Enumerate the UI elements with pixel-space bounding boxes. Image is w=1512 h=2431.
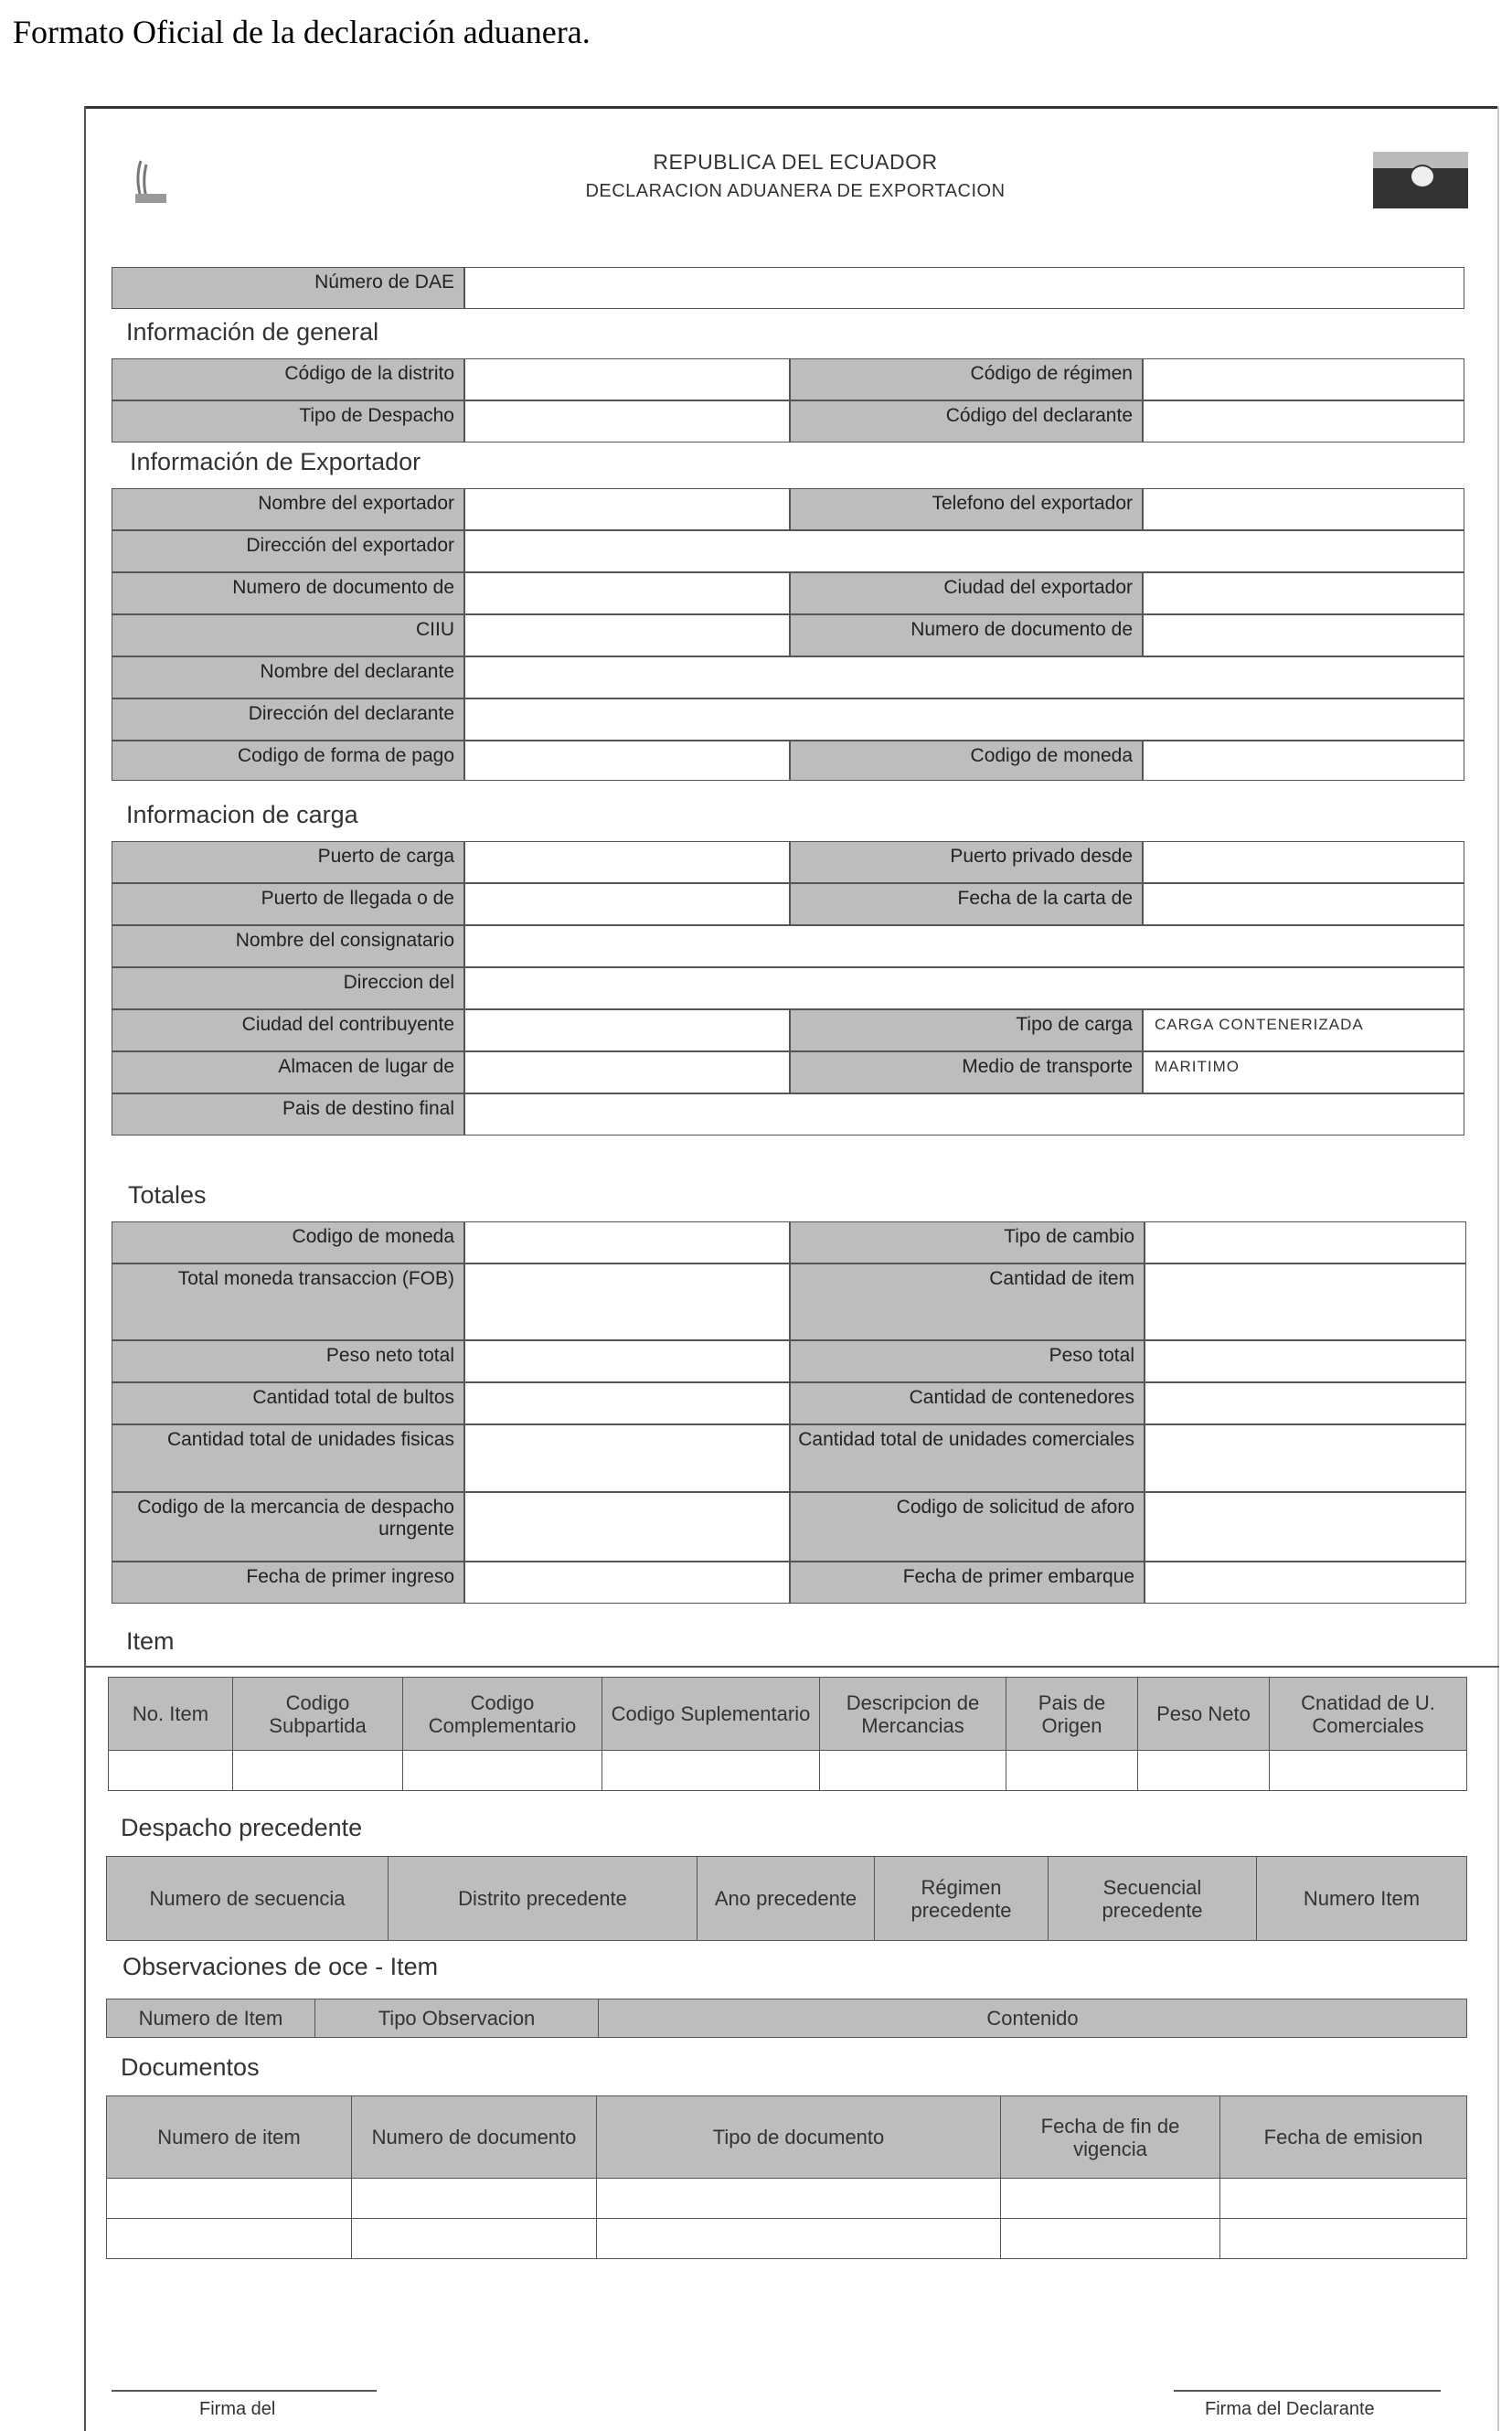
despacho-col-secuencial: Secuencial precedente (1049, 1857, 1257, 1941)
carga-field-label: Puerto de carga (112, 841, 464, 883)
document-caption: Formato Oficial de la declaración aduanera. (13, 14, 591, 50)
signature-label-left: Firma del (199, 2399, 276, 2419)
obs-col-item: Numero de Item (107, 1999, 315, 2038)
totales-row (112, 1424, 1466, 1492)
dae-label: Número de DAE (112, 267, 464, 309)
exportador-field-value[interactable] (464, 656, 1464, 698)
section-documentos-title: Documentos (121, 2053, 260, 2081)
general-field-label: Código de régimen (790, 358, 1143, 400)
doc-col-vigencia: Fecha de fin de vigencia (1001, 2096, 1220, 2179)
general-field-value[interactable] (1143, 400, 1464, 442)
doc-cell[interactable] (597, 2179, 1001, 2219)
doc-cell[interactable] (1001, 2179, 1220, 2219)
carga-row (112, 1051, 1464, 1093)
signature-label-right: Firma del Declarante (1205, 2399, 1375, 2419)
totales-field-value[interactable] (1145, 1340, 1466, 1382)
general-field-value[interactable] (464, 358, 790, 400)
totales-field-value[interactable] (464, 1221, 790, 1263)
observaciones-table (106, 1999, 1467, 2038)
item-col-peso: Peso Neto (1138, 1678, 1270, 1751)
despacho-col-distrito: Distrito precedente (389, 1857, 697, 1941)
item-divider (84, 1666, 1499, 1668)
item-cell[interactable] (109, 1751, 233, 1791)
exportador-field-value[interactable] (464, 741, 790, 781)
exportador-field-label: Codigo de forma de pago (112, 741, 464, 781)
carga-field-label: Fecha de la carta de (790, 883, 1143, 925)
exportador-field-label: CIIU (112, 614, 464, 656)
exportador-field-value[interactable] (1143, 741, 1464, 781)
exportador-field-value[interactable] (464, 698, 1464, 741)
doc-cell[interactable] (1220, 2219, 1467, 2259)
despacho-col-secuencia: Numero de secuencia (107, 1857, 389, 1941)
doc-col-numero: Numero de documento (352, 2096, 597, 2179)
despacho-col-regimen: Régimen precedente (875, 1857, 1049, 1941)
carga-row (112, 1093, 1464, 1136)
doc-col-tipo: Tipo de documento (597, 2096, 1001, 2179)
totales-field-label: Total moneda transaccion (FOB) (112, 1263, 464, 1340)
header-subtitle: DECLARACION ADUANERA DE EXPORTACION (585, 181, 1006, 201)
carga-field-label: Almacen de lugar de (112, 1051, 464, 1093)
totales-field-label: Cantidad total de unidades comerciales (790, 1424, 1145, 1492)
totales-field-value[interactable] (464, 1492, 790, 1562)
exportador-row (112, 530, 1464, 572)
item-cell[interactable] (1270, 1751, 1467, 1791)
totales-field-value[interactable] (464, 1382, 790, 1424)
carga-field-value[interactable] (1143, 841, 1464, 883)
item-table (108, 1677, 1467, 1791)
totales-field-label: Peso total (790, 1340, 1145, 1382)
carga-row (112, 925, 1464, 967)
form-left-border (84, 106, 86, 2431)
totales-field-value[interactable] (1145, 1382, 1466, 1424)
carga-field-label: Ciudad del contribuyente (112, 1009, 464, 1051)
section-despacho-title: Despacho precedente (121, 1814, 363, 1841)
carga-field-value[interactable]: MARITIMO (1143, 1051, 1464, 1093)
form-right-border (1497, 106, 1499, 2431)
flag-icon (1373, 152, 1468, 208)
item-col-descripcion: Descripcion de Mercancias (820, 1678, 1006, 1751)
exportador-field-label: Telefono del exportador (790, 488, 1143, 530)
doc-col-item: Numero de item (107, 2096, 352, 2179)
exportador-field-value[interactable] (1143, 488, 1464, 530)
totales-field-value[interactable] (1145, 1562, 1466, 1604)
totales-row (112, 1263, 1466, 1340)
carga-field-label: Tipo de carga (790, 1009, 1143, 1051)
carga-field-value[interactable] (464, 967, 1464, 1009)
general-row (112, 400, 1464, 442)
doc-col-emision: Fecha de emision (1220, 2096, 1467, 2179)
section-observaciones-title: Observaciones de oce - Item (122, 1953, 439, 1980)
exportador-field-label: Dirección del exportador (112, 530, 464, 572)
carga-field-value[interactable] (464, 1051, 790, 1093)
totales-row (112, 1562, 1466, 1604)
exportador-row (112, 698, 1464, 741)
general-field-label: Código del declarante (790, 400, 1143, 442)
exportador-field-label: Ciudad del exportador (790, 572, 1143, 614)
exportador-field-label: Nombre del declarante (112, 656, 464, 698)
exportador-row (112, 741, 1464, 781)
doc-cell[interactable] (107, 2179, 352, 2219)
carga-field-value[interactable] (464, 883, 790, 925)
totales-field-label: Codigo de solicitud de aforo (790, 1492, 1145, 1562)
item-cell[interactable] (403, 1751, 602, 1791)
exportador-field-value[interactable] (464, 488, 790, 530)
item-col-pais: Pais de Origen (1006, 1678, 1138, 1751)
carga-field-label: Medio de transporte (790, 1051, 1143, 1093)
totales-field-label: Codigo de moneda (112, 1221, 464, 1263)
section-item-title: Item (126, 1627, 175, 1655)
totales-row (112, 1492, 1466, 1562)
carga-field-value[interactable]: CARGA CONTENERIZADA (1143, 1009, 1464, 1051)
obs-col-tipo: Tipo Observacion (315, 1999, 599, 2038)
carga-row (112, 967, 1464, 1009)
totales-field-value[interactable] (464, 1340, 790, 1382)
carga-row (112, 841, 1464, 883)
documentos-table (106, 2095, 1467, 2259)
totales-field-value[interactable] (1145, 1492, 1466, 1562)
form-top-border (84, 106, 1499, 109)
totales-field-label: Cantidad de contenedores (790, 1382, 1145, 1424)
item-col-complementario: Codigo Complementario (403, 1678, 602, 1751)
exportador-row (112, 656, 1464, 698)
exportador-field-value[interactable] (464, 530, 1464, 572)
carga-field-label: Direccion del (112, 967, 464, 1009)
general-field-label: Código de la distrito (112, 358, 464, 400)
doc-cell[interactable] (352, 2219, 597, 2259)
carga-field-value[interactable] (464, 1093, 1464, 1136)
exportador-field-value[interactable] (464, 614, 790, 656)
item-cell[interactable] (1138, 1751, 1270, 1791)
totales-row (112, 1221, 1466, 1263)
item-cell[interactable] (233, 1751, 403, 1791)
carga-field-label: Puerto privado desde (790, 841, 1143, 883)
totales-field-value[interactable] (464, 1263, 790, 1340)
exportador-field-label: Codigo de moneda (790, 741, 1143, 781)
exportador-field-value[interactable] (464, 572, 790, 614)
carga-row (112, 1009, 1464, 1051)
header-title: REPUBLICA DEL ECUADOR (653, 150, 938, 174)
signature-line-left (112, 2390, 377, 2392)
carga-field-label: Pais de destino final (112, 1093, 464, 1136)
carga-field-label: Puerto de llegada o de (112, 883, 464, 925)
exportador-field-value[interactable] (1143, 614, 1464, 656)
carga-field-label: Nombre del consignatario (112, 925, 464, 967)
general-field-value[interactable] (1143, 358, 1464, 400)
totales-field-label: Cantidad de item (790, 1263, 1145, 1340)
general-field-value[interactable] (464, 400, 790, 442)
dae-field[interactable] (464, 267, 1464, 309)
logo-icon (130, 157, 172, 207)
signature-line-right (1174, 2390, 1441, 2392)
exportador-field-label: Nombre del exportador (112, 488, 464, 530)
carga-field-value[interactable] (464, 1009, 790, 1051)
exportador-row (112, 614, 1464, 656)
section-carga-title: Informacion de carga (126, 801, 358, 828)
exportador-row (112, 572, 1464, 614)
despacho-col-ano: Ano precedente (697, 1857, 875, 1941)
obs-col-contenido: Contenido (599, 1999, 1467, 2038)
despacho-col-item: Numero Item (1257, 1857, 1467, 1941)
totales-row (112, 1340, 1466, 1382)
totales-row (112, 1382, 1466, 1424)
dae-row (112, 267, 1464, 309)
section-exportador-title: Información de Exportador (130, 448, 421, 475)
general-field-label: Tipo de Despacho (112, 400, 464, 442)
totales-field-value[interactable] (464, 1424, 790, 1492)
item-col-suplementario: Codigo Suplementario (602, 1678, 820, 1751)
item-col-cantidad: Cnatidad de U. Comerciales (1270, 1678, 1467, 1751)
totales-field-label: Fecha de primer ingreso (112, 1562, 464, 1604)
totales-field-label: Tipo de cambio (790, 1221, 1145, 1263)
section-totales-title: Totales (128, 1181, 207, 1209)
doc-cell[interactable] (1220, 2179, 1467, 2219)
totales-field-label: Fecha de primer embarque (790, 1562, 1145, 1604)
section-general-title: Información de general (126, 318, 379, 346)
totales-field-label: Codigo de la mercancia de despacho urngente (112, 1492, 464, 1562)
totales-field-value[interactable] (1145, 1221, 1466, 1263)
totales-field-label: Peso neto total (112, 1340, 464, 1382)
totales-field-label: Cantidad total de bultos (112, 1382, 464, 1424)
item-cell[interactable] (602, 1751, 820, 1791)
exportador-field-label: Numero de documento de (790, 614, 1143, 656)
general-row (112, 358, 1464, 400)
carga-field-value[interactable] (1143, 883, 1464, 925)
carga-row (112, 883, 1464, 925)
doc-cell[interactable] (352, 2179, 597, 2219)
totales-field-value[interactable] (464, 1562, 790, 1604)
exportador-field-label: Dirección del declarante (112, 698, 464, 741)
doc-cell[interactable] (107, 2219, 352, 2259)
totales-field-value[interactable] (1145, 1263, 1466, 1340)
despacho-table (106, 1856, 1467, 1941)
carga-field-value[interactable] (464, 841, 790, 883)
exportador-field-label: Numero de documento de (112, 572, 464, 614)
carga-field-value[interactable] (464, 925, 1464, 967)
doc-cell[interactable] (1001, 2219, 1220, 2259)
item-cell[interactable] (820, 1751, 1006, 1791)
exportador-field-value[interactable] (1143, 572, 1464, 614)
item-col-subpartida: Codigo Subpartida (233, 1678, 403, 1751)
totales-field-value[interactable] (1145, 1424, 1466, 1492)
doc-cell[interactable] (597, 2219, 1001, 2259)
totales-field-label: Cantidad total de unidades fisicas (112, 1424, 464, 1492)
exportador-row (112, 488, 1464, 530)
item-cell[interactable] (1006, 1751, 1138, 1791)
item-col-no: No. Item (109, 1678, 233, 1751)
